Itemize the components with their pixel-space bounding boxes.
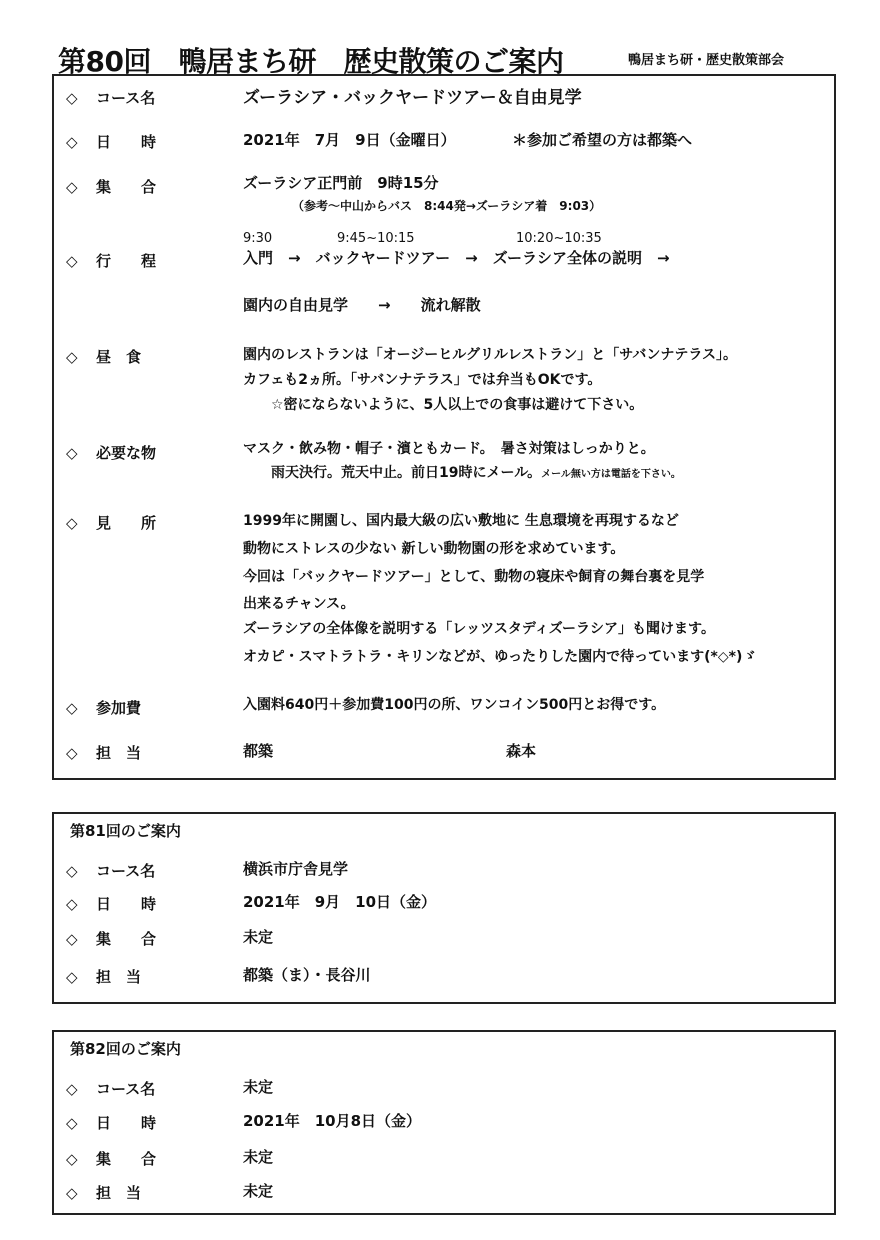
- walk-82-meeting-label: 集 合: [96, 1150, 157, 1168]
- itinerary-label: 行 程: [96, 252, 157, 270]
- meeting-label: 集 合: [96, 178, 157, 196]
- itinerary-row: [66, 250, 156, 271]
- walk-82-staff-row: [66, 1182, 141, 1203]
- diamond-icon: ◇: [66, 1150, 78, 1168]
- highlights-line-3: 今回は「バックヤードツアー」として、動物の寝床や飼育の舞台裏を見学: [243, 569, 705, 585]
- walk-82-course-value: 未定: [243, 1078, 274, 1096]
- walk-80-box: [52, 74, 836, 780]
- date-value: 2021年 7月 9日（金曜日）: [243, 131, 456, 149]
- page-title: 第80回 鴨居まち研 歴史散策のご案内: [58, 45, 564, 78]
- staff-row: [66, 742, 141, 763]
- items-label: 必要な物: [96, 444, 157, 462]
- itinerary-time-3: 10:20~10:35: [516, 231, 602, 246]
- diamond-icon: ◇: [66, 895, 78, 913]
- walk-82-staff-label: 担 当: [96, 1184, 142, 1202]
- highlights-label: 見 所: [96, 514, 157, 532]
- meeting-note: （参考～中山からバス 8:44発→ズーラシア着 9:03）: [292, 199, 602, 213]
- diamond-icon: ◇: [66, 699, 78, 717]
- diamond-icon: ◇: [66, 348, 78, 366]
- walk-82-date-row: [66, 1112, 156, 1133]
- items-row: [66, 442, 156, 463]
- fee-label: 参加費: [96, 699, 142, 717]
- walk-81-meeting-label: 集 合: [96, 930, 157, 948]
- walk-81-date-row: [66, 893, 156, 914]
- fee-row: [66, 697, 141, 718]
- lunch-label: 昼 食: [96, 348, 142, 366]
- lunch-line-3: ☆密にならないように、5人以上での食事は避けて下さい。: [271, 397, 644, 413]
- walk-82-meeting-value: 未定: [243, 1148, 274, 1166]
- items-line-2-main: 雨天決行。荒天中止。前日19時にメール。: [271, 465, 542, 481]
- diamond-icon: ◇: [66, 862, 78, 880]
- walk-81-staff-value: 都築（ま）・長谷川: [243, 966, 371, 984]
- walk-82-heading: 第82回のご案内: [70, 1040, 181, 1058]
- diamond-icon: ◇: [66, 1114, 78, 1132]
- diamond-icon: ◇: [66, 89, 78, 107]
- walk-81-course-label: コース名: [96, 862, 156, 880]
- meeting-value: ズーラシア正門前 9時15分: [243, 174, 439, 192]
- staff-value-1: 都築: [243, 742, 274, 760]
- walk-81-date-value: 2021年 9月 10日（金）: [243, 893, 437, 911]
- date-note: ＊参加ご希望の方は都築へ: [512, 131, 693, 149]
- walk-81-staff-row: [66, 966, 141, 987]
- course-label: コース名: [96, 89, 156, 107]
- course-value: ズーラシア・バックヤードツアー＆自由見学: [243, 88, 582, 108]
- walk-81-date-label: 日 時: [96, 895, 157, 913]
- lunch-row: [66, 346, 141, 367]
- highlights-line-4: 出来るチャンス。: [243, 596, 355, 612]
- diamond-icon: ◇: [66, 1184, 78, 1202]
- highlights-line-2: 動物にストレスの少ない 新しい動物園の形を求めています。: [243, 541, 625, 557]
- highlights-line-6: オカピ・スマトラトラ・キリンなどが、ゆったりした園内で待っています(*◇*)ゞ: [243, 649, 757, 665]
- highlights-row: [66, 512, 156, 533]
- walk-81-course-row: [66, 860, 155, 881]
- walk-81-heading: 第81回のご案内: [70, 822, 181, 840]
- staff-label: 担 当: [96, 744, 142, 762]
- items-line-2: [271, 462, 681, 482]
- diamond-icon: ◇: [66, 1080, 78, 1098]
- course-row: [66, 87, 155, 108]
- diamond-icon: ◇: [66, 930, 78, 948]
- itinerary-line-1: 入門 → バックヤードツアー → ズーラシア全体の説明 →: [243, 249, 670, 267]
- walk-81-meeting-value: 未定: [243, 928, 274, 946]
- walk-81-course-value: 横浜市庁舎見学: [243, 860, 349, 878]
- date-row: [66, 131, 156, 152]
- lunch-line-2: カフェも2ヵ所。「サバンナテラス」では弁当もOKです。: [243, 372, 602, 388]
- walk-82-course-label: コース名: [96, 1080, 156, 1098]
- itinerary-time-1: 9:30: [243, 231, 273, 246]
- fee-value: 入園料640円＋参加費100円の所、ワンコイン500円とお得です。: [243, 697, 666, 713]
- diamond-icon: ◇: [66, 968, 78, 986]
- walk-81-meeting-row: [66, 928, 156, 949]
- itinerary-line-2: 園内の自由見学 → 流れ解散: [243, 296, 481, 314]
- diamond-icon: ◇: [66, 133, 78, 151]
- highlights-line-5: ズーラシアの全体像を説明する「レッツスタディズーラシア」も聞けます。: [243, 621, 715, 637]
- diamond-icon: ◇: [66, 744, 78, 762]
- walk-82-meeting-row: [66, 1148, 156, 1169]
- staff-value-2: 森本: [506, 742, 537, 760]
- diamond-icon: ◇: [66, 252, 78, 270]
- lunch-line-1: 園内のレストランは「オージーヒルグリルレストラン」と「サバンナテラス」。: [243, 347, 737, 363]
- itinerary-time-2: 9:45~10:15: [337, 231, 415, 246]
- date-label: 日 時: [96, 133, 157, 151]
- walk-82-staff-value: 未定: [243, 1182, 274, 1200]
- highlights-line-1: 1999年に開園し、国内最大級の広い敷地に 生息環境を再現するなど: [243, 513, 679, 529]
- walk-82-course-row: [66, 1078, 155, 1099]
- walk-82-date-label: 日 時: [96, 1114, 157, 1132]
- diamond-icon: ◇: [66, 514, 78, 532]
- organizer-name: 鴨居まち研・歴史散策部会: [628, 53, 785, 68]
- diamond-icon: ◇: [66, 178, 78, 196]
- items-line-2-small: メール無い方は電話を下さい。: [541, 469, 681, 480]
- meeting-row: [66, 176, 156, 197]
- walk-82-date-value: 2021年 10月8日（金）: [243, 1112, 422, 1130]
- diamond-icon: ◇: [66, 444, 78, 462]
- walk-81-staff-label: 担 当: [96, 968, 142, 986]
- items-line-1: マスク・飲み物・帽子・濱ともカード。 暑さ対策はしっかりと。: [243, 441, 655, 457]
